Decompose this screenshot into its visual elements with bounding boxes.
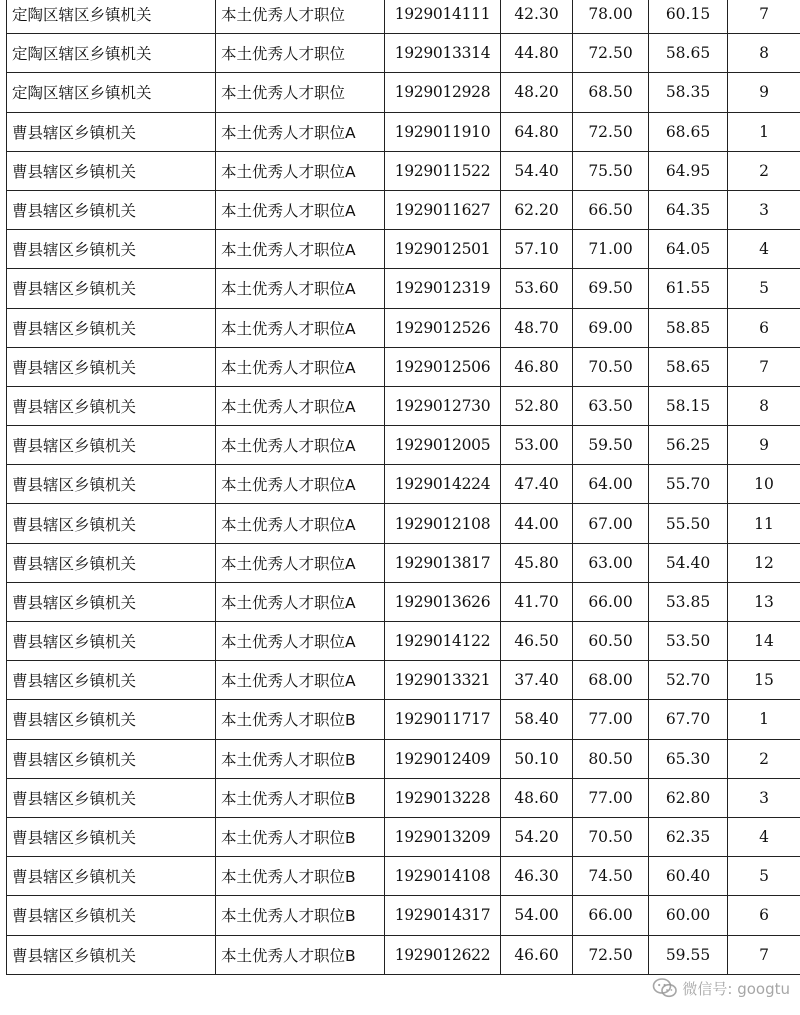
exam-id-cell: 1929011910 (385, 112, 501, 151)
written-score-cell: 46.60 (501, 935, 573, 974)
interview-score-cell: 68.00 (573, 661, 649, 700)
written-score-cell: 41.70 (501, 582, 573, 621)
written-score-cell: 44.00 (501, 504, 573, 543)
table-row (7, 543, 800, 582)
rank-cell: 2 (728, 739, 800, 778)
exam-id-cell: 1929014317 (385, 896, 501, 935)
exam-id-cell: 1929013321 (385, 661, 501, 700)
position-cell: 本土优秀人才职位B (216, 817, 385, 856)
interview-score-cell: 59.50 (573, 426, 649, 465)
written-score-cell: 37.40 (501, 661, 573, 700)
exam-id-cell: 1929014122 (385, 622, 501, 661)
total-score-cell: 60.40 (649, 857, 728, 896)
table-row (7, 386, 800, 425)
position-cell: 本土优秀人才职位 (216, 34, 385, 73)
exam-id-cell: 1929012501 (385, 230, 501, 269)
interview-score-cell: 69.50 (573, 269, 649, 308)
table-row (7, 269, 800, 308)
total-score-cell: 67.70 (649, 700, 728, 739)
rank-cell: 6 (728, 896, 800, 935)
table-row (7, 465, 800, 504)
unit-cell: 曹县辖区乡镇机关 (7, 151, 216, 190)
exam-id-cell: 1929013314 (385, 34, 501, 73)
unit-cell: 曹县辖区乡镇机关 (7, 308, 216, 347)
total-score-cell: 58.85 (649, 308, 728, 347)
written-score-cell: 58.40 (501, 700, 573, 739)
rank-cell: 7 (728, 347, 800, 386)
total-score-cell: 64.35 (649, 190, 728, 229)
rank-cell: 5 (728, 269, 800, 308)
unit-cell: 曹县辖区乡镇机关 (7, 935, 216, 974)
rank-cell: 13 (728, 582, 800, 621)
table-row (7, 935, 800, 974)
total-score-cell: 58.65 (649, 347, 728, 386)
table-row (7, 622, 800, 661)
total-score-cell: 52.70 (649, 661, 728, 700)
rank-cell: 9 (728, 73, 800, 112)
position-cell: 本土优秀人才职位A (216, 347, 385, 386)
position-cell: 本土优秀人才职位B (216, 700, 385, 739)
unit-cell: 曹县辖区乡镇机关 (7, 582, 216, 621)
total-score-cell: 62.80 (649, 778, 728, 817)
interview-score-cell: 72.50 (573, 34, 649, 73)
interview-score-cell: 78.00 (573, 0, 649, 34)
table-row (7, 504, 800, 543)
position-cell: 本土优秀人才职位A (216, 230, 385, 269)
position-cell: 本土优秀人才职位A (216, 112, 385, 151)
position-cell: 本土优秀人才职位B (216, 935, 385, 974)
exam-id-cell: 1929011627 (385, 190, 501, 229)
table-row (7, 112, 800, 151)
table-row (7, 857, 800, 896)
table-row (7, 190, 800, 229)
position-cell: 本土优秀人才职位A (216, 269, 385, 308)
position-cell: 本土优秀人才职位B (216, 896, 385, 935)
exam-id-cell: 1929013817 (385, 543, 501, 582)
interview-score-cell: 75.50 (573, 151, 649, 190)
table-row (7, 0, 800, 34)
written-score-cell: 46.30 (501, 857, 573, 896)
total-score-cell: 56.25 (649, 426, 728, 465)
total-score-cell: 64.05 (649, 230, 728, 269)
total-score-cell: 58.35 (649, 73, 728, 112)
interview-score-cell: 70.50 (573, 817, 649, 856)
total-score-cell: 58.65 (649, 34, 728, 73)
position-cell: 本土优秀人才职位B (216, 857, 385, 896)
unit-cell: 曹县辖区乡镇机关 (7, 661, 216, 700)
results-table (6, 0, 800, 975)
written-score-cell: 52.80 (501, 386, 573, 425)
written-score-cell: 48.60 (501, 778, 573, 817)
exam-id-cell: 1929012005 (385, 426, 501, 465)
position-cell: 本土优秀人才职位A (216, 190, 385, 229)
interview-score-cell: 60.50 (573, 622, 649, 661)
unit-cell: 曹县辖区乡镇机关 (7, 269, 216, 308)
interview-score-cell: 77.00 (573, 700, 649, 739)
interview-score-cell: 66.00 (573, 896, 649, 935)
exam-id-cell: 1929012730 (385, 386, 501, 425)
rank-cell: 6 (728, 308, 800, 347)
position-cell: 本土优秀人才职位A (216, 504, 385, 543)
unit-cell: 曹县辖区乡镇机关 (7, 739, 216, 778)
rank-cell: 15 (728, 661, 800, 700)
exam-id-cell: 1929012526 (385, 308, 501, 347)
rank-cell: 1 (728, 700, 800, 739)
unit-cell: 曹县辖区乡镇机关 (7, 386, 216, 425)
written-score-cell: 53.00 (501, 426, 573, 465)
position-cell: 本土优秀人才职位A (216, 308, 385, 347)
rank-cell: 12 (728, 543, 800, 582)
position-cell: 本土优秀人才职位A (216, 582, 385, 621)
table-row (7, 661, 800, 700)
total-score-cell: 62.35 (649, 817, 728, 856)
exam-id-cell: 1929013626 (385, 582, 501, 621)
total-score-cell: 64.95 (649, 151, 728, 190)
table-body (7, 0, 800, 974)
total-score-cell: 60.15 (649, 0, 728, 34)
total-score-cell: 61.55 (649, 269, 728, 308)
written-score-cell: 47.40 (501, 465, 573, 504)
rank-cell: 4 (728, 817, 800, 856)
interview-score-cell: 72.50 (573, 935, 649, 974)
table-row (7, 151, 800, 190)
unit-cell: 曹县辖区乡镇机关 (7, 857, 216, 896)
rank-cell: 3 (728, 778, 800, 817)
written-score-cell: 54.40 (501, 151, 573, 190)
interview-score-cell: 67.00 (573, 504, 649, 543)
unit-cell: 曹县辖区乡镇机关 (7, 622, 216, 661)
total-score-cell: 55.70 (649, 465, 728, 504)
interview-score-cell: 63.50 (573, 386, 649, 425)
table-row (7, 778, 800, 817)
rank-cell: 5 (728, 857, 800, 896)
position-cell: 本土优秀人才职位A (216, 465, 385, 504)
position-cell: 本土优秀人才职位A (216, 426, 385, 465)
table-row (7, 347, 800, 386)
interview-score-cell: 74.50 (573, 857, 649, 896)
unit-cell: 曹县辖区乡镇机关 (7, 543, 216, 582)
total-score-cell: 60.00 (649, 896, 728, 935)
interview-score-cell: 69.00 (573, 308, 649, 347)
exam-id-cell: 1929014108 (385, 857, 501, 896)
interview-score-cell: 64.00 (573, 465, 649, 504)
unit-cell: 曹县辖区乡镇机关 (7, 230, 216, 269)
unit-cell: 曹县辖区乡镇机关 (7, 426, 216, 465)
unit-cell: 曹县辖区乡镇机关 (7, 112, 216, 151)
rank-cell: 1 (728, 112, 800, 151)
unit-cell: 曹县辖区乡镇机关 (7, 700, 216, 739)
table-row (7, 582, 800, 621)
written-score-cell: 53.60 (501, 269, 573, 308)
position-cell: 本土优秀人才职位 (216, 0, 385, 34)
interview-score-cell: 77.00 (573, 778, 649, 817)
rank-cell: 11 (728, 504, 800, 543)
interview-score-cell: 66.50 (573, 190, 649, 229)
table-row (7, 308, 800, 347)
unit-cell: 曹县辖区乡镇机关 (7, 465, 216, 504)
exam-id-cell: 1929014111 (385, 0, 501, 34)
interview-score-cell: 70.50 (573, 347, 649, 386)
written-score-cell: 46.50 (501, 622, 573, 661)
table-row (7, 700, 800, 739)
total-score-cell: 55.50 (649, 504, 728, 543)
exam-id-cell: 1929012928 (385, 73, 501, 112)
unit-cell: 曹县辖区乡镇机关 (7, 504, 216, 543)
rank-cell: 4 (728, 230, 800, 269)
unit-cell: 曹县辖区乡镇机关 (7, 778, 216, 817)
rank-cell: 14 (728, 622, 800, 661)
rank-cell: 8 (728, 34, 800, 73)
written-score-cell: 54.20 (501, 817, 573, 856)
table-row (7, 817, 800, 856)
table-row (7, 230, 800, 269)
watermark-text: 微信号: googtu (682, 979, 790, 998)
unit-cell: 定陶区辖区乡镇机关 (7, 34, 216, 73)
position-cell: 本土优秀人才职位 (216, 73, 385, 112)
unit-cell: 曹县辖区乡镇机关 (7, 817, 216, 856)
position-cell: 本土优秀人才职位A (216, 151, 385, 190)
exam-id-cell: 1929012409 (385, 739, 501, 778)
rank-cell: 8 (728, 386, 800, 425)
exam-id-cell: 1929012319 (385, 269, 501, 308)
total-score-cell: 54.40 (649, 543, 728, 582)
exam-id-cell: 1929011522 (385, 151, 501, 190)
rank-cell: 7 (728, 935, 800, 974)
table-row (7, 426, 800, 465)
position-cell: 本土优秀人才职位B (216, 778, 385, 817)
unit-cell: 曹县辖区乡镇机关 (7, 896, 216, 935)
wechat-icon (652, 977, 678, 999)
total-score-cell: 53.50 (649, 622, 728, 661)
written-score-cell: 50.10 (501, 739, 573, 778)
written-score-cell: 64.80 (501, 112, 573, 151)
written-score-cell: 42.30 (501, 0, 573, 34)
table-row (7, 73, 800, 112)
exam-id-cell: 1929013209 (385, 817, 501, 856)
written-score-cell: 44.80 (501, 34, 573, 73)
interview-score-cell: 68.50 (573, 73, 649, 112)
rank-cell: 7 (728, 0, 800, 34)
rank-cell: 3 (728, 190, 800, 229)
exam-id-cell: 1929014224 (385, 465, 501, 504)
total-score-cell: 59.55 (649, 935, 728, 974)
unit-cell: 曹县辖区乡镇机关 (7, 190, 216, 229)
written-score-cell: 48.20 (501, 73, 573, 112)
interview-score-cell: 72.50 (573, 112, 649, 151)
total-score-cell: 58.15 (649, 386, 728, 425)
unit-cell: 曹县辖区乡镇机关 (7, 347, 216, 386)
watermark (652, 977, 790, 999)
position-cell: 本土优秀人才职位A (216, 543, 385, 582)
table-row (7, 896, 800, 935)
interview-score-cell: 80.50 (573, 739, 649, 778)
written-score-cell: 57.10 (501, 230, 573, 269)
written-score-cell: 48.70 (501, 308, 573, 347)
written-score-cell: 54.00 (501, 896, 573, 935)
rank-cell: 10 (728, 465, 800, 504)
exam-id-cell: 1929012622 (385, 935, 501, 974)
total-score-cell: 65.30 (649, 739, 728, 778)
unit-cell: 定陶区辖区乡镇机关 (7, 73, 216, 112)
written-score-cell: 45.80 (501, 543, 573, 582)
table-row (7, 34, 800, 73)
exam-id-cell: 1929012506 (385, 347, 501, 386)
exam-id-cell: 1929013228 (385, 778, 501, 817)
total-score-cell: 53.85 (649, 582, 728, 621)
position-cell: 本土优秀人才职位A (216, 622, 385, 661)
position-cell: 本土优秀人才职位A (216, 386, 385, 425)
total-score-cell: 68.65 (649, 112, 728, 151)
table-row (7, 739, 800, 778)
rank-cell: 2 (728, 151, 800, 190)
position-cell: 本土优秀人才职位B (216, 739, 385, 778)
exam-id-cell: 1929012108 (385, 504, 501, 543)
exam-id-cell: 1929011717 (385, 700, 501, 739)
interview-score-cell: 63.00 (573, 543, 649, 582)
written-score-cell: 62.20 (501, 190, 573, 229)
unit-cell: 定陶区辖区乡镇机关 (7, 0, 216, 34)
interview-score-cell: 71.00 (573, 230, 649, 269)
rank-cell: 9 (728, 426, 800, 465)
written-score-cell: 46.80 (501, 347, 573, 386)
interview-score-cell: 66.00 (573, 582, 649, 621)
position-cell: 本土优秀人才职位A (216, 661, 385, 700)
